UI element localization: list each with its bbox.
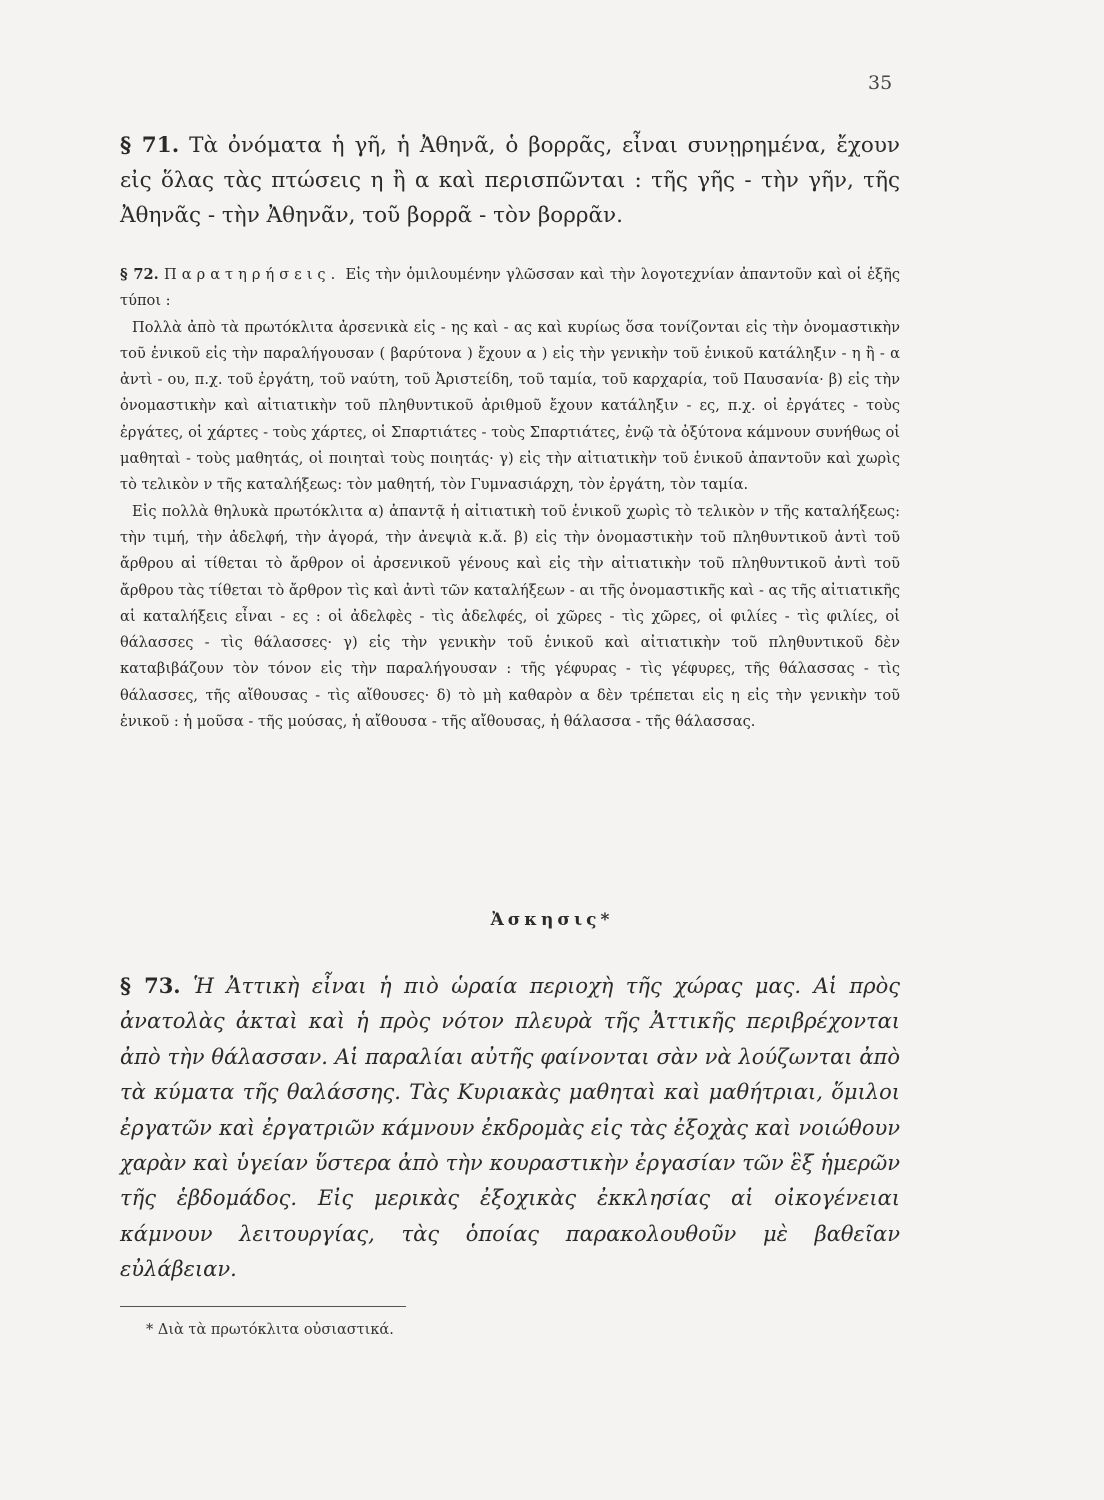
section-72-heading: Παρατηρήσεις. (164, 266, 341, 283)
section-72-intro: Εἰς τὴν ὁμιλουμένην γλῶσσαν καὶ τὴν λογοτεχνίαν ἀπαντοῦν καὶ οἱ ἑξῆς τύποι : (120, 266, 901, 310)
section-71-number: § 71. (120, 133, 180, 158)
page-number: 35 (868, 72, 893, 94)
section-72-paragraph-2: Εἰς πολλὰ θηλυκὰ πρωτόκλιτα α) ἀπαντᾷ ἡ αἰτιατικὴ τοῦ ἑνικοῦ χωρὶς τὸ τελικὸν ν τῆς καταλήξεως: τὴν τιμή, τὴν ἀδελφή, τὴν ἀγορά, τὴν ἀνεψιὰ κ.ἄ. β) εἰς τὴν ὀνομαστικὴν τοῦ πληθυντικοῦ ἀντὶ τοῦ ἄρθρου αἱ τίθεται τὸ ἄρθρον οἱ ἀρσενικοῦ γένους καὶ εἰς τὴν αἰτιατικὴν τοῦ πληθυντικοῦ ἀντὶ τοῦ ἄρθρου τὰς τίθεται τὸ ἄρθρον τὶς καὶ ἀντὶ τῶν καταλήξεων - αι τῆς ὀνομαστικῆς καὶ - ας τῆς αἰτιατικῆς αἱ καταλήξεις εἶναι - ες : οἱ ἀδελφὲς - τὶς ἀδελφές, οἱ χῶρες - τὶς χῶρες, οἱ φιλίες - τὶς φιλίες, οἱ θάλασσες - τὶς θάλασσες· γ) εἰς τὴν γενικὴν τοῦ ἑνικοῦ καὶ αἰτιατικὴν τοῦ πληθυντικοῦ δὲν καταβιβάζουν τὸν τόνον εἰς τὴν παραλήγουσαν : τῆς γέφυρας - τὶς γέφυρες, τῆς θάλασσας - τὶς θάλασσες, τῆς αἴθουσας - τὶς αἴθουσες· δ) τὸ μὴ καθαρὸν α δὲν τρέπεται εἰς η εἰς τὴν γενικὴν τοῦ ἑνικοῦ : ἡ μοῦσα - τῆς μούσας, ἡ αἴθουσα - τῆς αἴθουσας, ἡ θάλασσα - τῆς θάλασσας. (120, 502, 900, 731)
exercises-heading: Ἀσκησις* (490, 910, 614, 930)
section-71 (120, 128, 900, 233)
footnote-rule (120, 1306, 406, 1307)
section-71-text: Τὰ ὀνόματα ἡ γῆ, ἡ Ἀθηνᾶ, ὁ βορρᾶς, εἶναι συνῃρημένα, ἔχουν εἰς ὅλας τὰς πτώσεις η ἢ α καὶ περισπῶνται : τῆς γῆς - τὴν γῆν, τῆς Ἀθηνᾶς - τὴν Ἀθηνᾶν, τοῦ βορρᾶ - τὸν βορρᾶν. (120, 133, 900, 228)
section-72-number: § 72. (120, 266, 159, 283)
section-72 (120, 262, 900, 735)
section-73-number: § 73. (120, 973, 181, 998)
section-73 (120, 968, 900, 1288)
footnote: * Διὰ τὰ πρωτόκλιτα οὐσιαστικά. (146, 1322, 394, 1338)
section-73-text: Ἡ Ἀττικὴ εἶναι ἡ πιὸ ὡραία περιοχὴ τῆς χώρας μας. Αἱ πρὸς ἀνατολὰς ἀκταὶ καὶ ἡ πρὸς νότον πλευρὰ τῆς Ἀττικῆς περιβρέχονται ἀπὸ τὴν θάλασσαν. Αἱ παραλίαι αὐτῆς φαίνονται σὰν νὰ λούζωνται ἀπὸ τὰ κύματα τῆς θαλάσσης. Τὰς Κυριακὰς μαθηταὶ καὶ μαθήτριαι, ὅμιλοι ἐργατῶν καὶ ἐργατριῶν κάμνουν ἐκδρομὰς εἰς τὰς ἐξοχὰς καὶ νοιώθουν χαρὰν καὶ ὑγείαν ὕστερα ἀπὸ τὴν κουραστικὴν ἐργασίαν τῶν ἓξ ἡμερῶν τῆς ἑβδομάδος. Εἰς μερικὰς ἐξοχικὰς ἐκκλησίας αἱ οἰκογένειαι κάμνουν λειτουργίας, τὰς ὁποίας παρακολουθοῦν μὲ βαθεῖαν εὐλάβειαν. (120, 974, 900, 1282)
section-72-paragraph-1: Πολλὰ ἀπὸ τὰ πρωτόκλιτα ἀρσενικὰ εἰς - ης καὶ - ας καὶ κυρίως ὅσα τονίζονται εἰς τὴν ὀνομαστικὴν τοῦ ἑνικοῦ εἰς τὴν παραλήγουσαν ( βαρύτονα ) ἔχουν α ) εἰς τὴν γενικὴν τοῦ ἑνικοῦ κατάληξιν - η ἢ - α ἀντὶ - ου, π.χ. τοῦ ἐργάτη, τοῦ ναύτη, τοῦ Ἀριστείδη, τοῦ ταμία, τοῦ καρχαρία, τοῦ Παυσανία· β) εἰς τὴν ὀνομαστικὴν καὶ αἰτιατικὴν τοῦ πληθυντικοῦ ἀριθμοῦ ἔχουν κατάληξιν - ες, π.χ. οἱ ἐργάτες - τοὺς ἐργάτες, οἱ χάρτες - τοὺς χάρτες, οἱ Σπαρτιάτες - τοὺς Σπαρτιάτες, ἐνῷ τὰ ὀξύτονα κάμνουν συνήθως οἱ μαθηταὶ - τοὺς μαθητάς, οἱ ποιηταὶ τοὺς ποιητάς· γ) εἰς τὴν αἰτιατικὴν τοῦ ἑνικοῦ ἀπαντοῦν καὶ χωρὶς τὸ τελικὸν ν τῆς καταλήξεως: τὸν μαθητή, τὸν Γυμνασιάρχη, τὸν ἐργάτη, τὸν ταμία. (120, 318, 900, 494)
